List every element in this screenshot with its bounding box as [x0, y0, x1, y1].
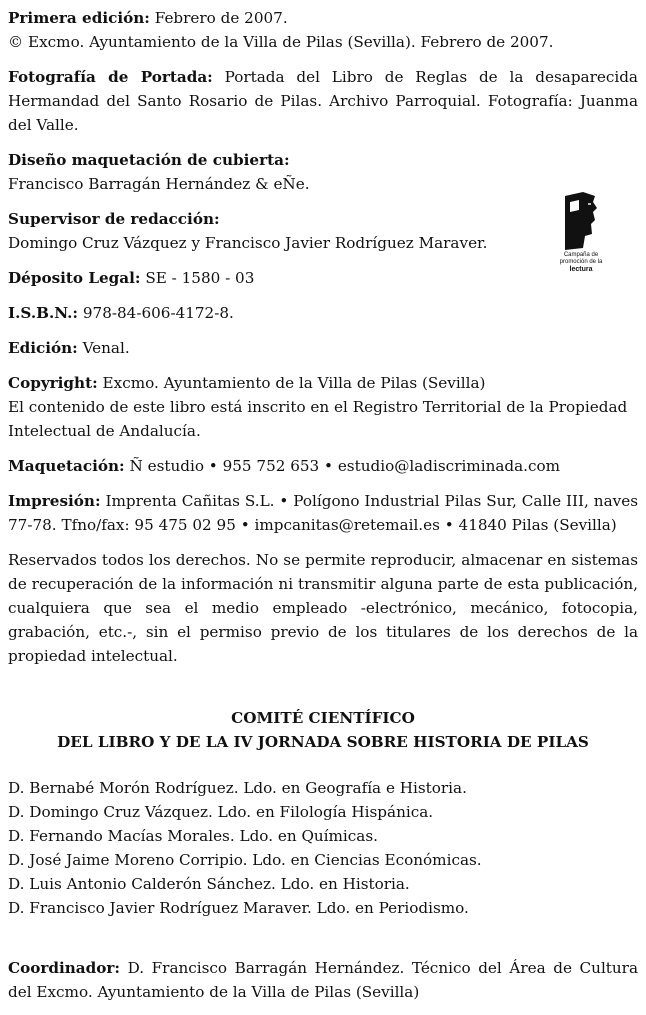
committee-member: D. José Jaime Moreno Corripio. Ldo. en Ciencias Económicas.	[8, 851, 482, 869]
committee-member: D. Domingo Cruz Vázquez. Ldo. en Filología Hispánica.	[8, 803, 434, 821]
printing-block	[8, 489, 638, 537]
copyright-holder-line	[8, 371, 638, 395]
cover-design-value: Francisco Barragán Hernández & eÑe.	[8, 175, 310, 193]
copyright-note: El contenido de este libro está inscrito en el Registro Territorial de la Propiedad Intelectual de Andalucía.	[8, 398, 628, 440]
committee-member: D. Luis Antonio Calderón Sánchez. Ldo. en Historia.	[8, 875, 410, 893]
cover-design-block	[8, 148, 638, 196]
cover-photo-label: Fotografía de Portada:	[8, 68, 213, 86]
committee-members-list	[8, 776, 638, 920]
coordinator-label: Coordinador:	[8, 959, 120, 977]
book-head-icon	[561, 190, 601, 252]
layout-credit-label: Maquetación:	[8, 457, 125, 475]
edition-label: Primera edición:	[8, 9, 150, 27]
committee-title-line2: DEL LIBRO Y DE LA IV JORNADA SOBRE HISTORIA DE PILAS	[57, 733, 589, 751]
supervisor-block	[8, 207, 638, 255]
edition-block	[8, 6, 638, 54]
legal-deposit-value: SE - 1580 - 03	[140, 269, 255, 287]
copyright-label: Copyright:	[8, 374, 98, 392]
legal-deposit-label: Déposito Legal:	[8, 269, 141, 287]
copyright-line: © Excmo. Ayuntamiento de la Villa de Pilas (Sevilla). Febrero de 2007.	[8, 33, 554, 51]
printing-value: Imprenta Cañitas S.L. • Polígono Industrial Pilas Sur, Calle III, naves 77-78. Tfno/fax: 95 475 02 95 • impcanitas@retemail.es • 41840 Pilas (Sevilla)	[8, 492, 638, 534]
isbn-block	[8, 301, 638, 325]
edicion-block	[8, 336, 638, 360]
layout-credit-value: Ñ estudio • 955 752 653 • estudio@ladiscriminada.com	[124, 457, 561, 475]
coordinator-value: D. Francisco Barragán Hernández. Técnico del Área de Cultura del Excmo. Ayuntamiento de la Villa de Pilas (Sevilla)	[8, 959, 638, 1001]
logo-caption-line3: lectura	[569, 266, 593, 273]
copyright-value: Excmo. Ayuntamiento de la Villa de Pilas (Sevilla)	[97, 374, 486, 392]
committee-member: D. Francisco Javier Rodríguez Maraver. Ldo. en Periodismo.	[8, 899, 469, 917]
committee-member: D. Bernabé Morón Rodríguez. Ldo. en Geografía e Historia.	[8, 779, 467, 797]
printing-label: Impresión:	[8, 492, 101, 510]
logo-caption-line2: promoción de la	[559, 259, 603, 265]
isbn-value: 978-84-606-4172-8.	[78, 304, 234, 322]
committee-member: D. Fernando Macías Morales. Ldo. en Químicas.	[8, 827, 378, 845]
reading-campaign-logo	[548, 190, 614, 285]
cover-design-label: Diseño maquetación de cubierta:	[8, 151, 290, 169]
edition-value: Febrero de 2007.	[149, 9, 288, 27]
rights-notice: Reservados todos los derechos. No se permite reproducir, almacenar en sistemas de recuperación de la información ni transmitir alguna parte de esta publicación, cualquiera que sea el medio empleado -electrónico, mecánico, fotocopia, grabación, etc.-, sin el permiso previo de los titulares de los derechos de la propiedad intelectual.	[8, 551, 638, 665]
edition-line	[8, 6, 638, 30]
committee-heading	[8, 706, 638, 754]
layout-credit-block	[8, 454, 638, 478]
logo-caption-line1: Campaña de	[563, 252, 599, 258]
isbn-label: I.S.B.N.:	[8, 304, 79, 322]
colophon-page	[8, 6, 638, 1015]
legal-deposit-block	[8, 266, 638, 290]
supervisor-value: Domingo Cruz Vázquez y Francisco Javier Rodríguez Maraver.	[8, 234, 488, 252]
cover-photo-value: Portada del Libro de Reglas de la desaparecida Hermandad del Santo Rosario de Pilas. Archivo Parroquial. Fotografía: Juanma del Valle.	[8, 68, 638, 134]
copyright-block	[8, 371, 638, 443]
edicion-value: Venal.	[77, 339, 130, 357]
edicion-label: Edición:	[8, 339, 78, 357]
cover-photo-block	[8, 65, 638, 137]
committee-title-line1: COMITÉ CIENTÍFICO	[231, 709, 415, 727]
supervisor-label: Supervisor de redacción:	[8, 210, 220, 228]
coordinator-block	[8, 956, 638, 1004]
